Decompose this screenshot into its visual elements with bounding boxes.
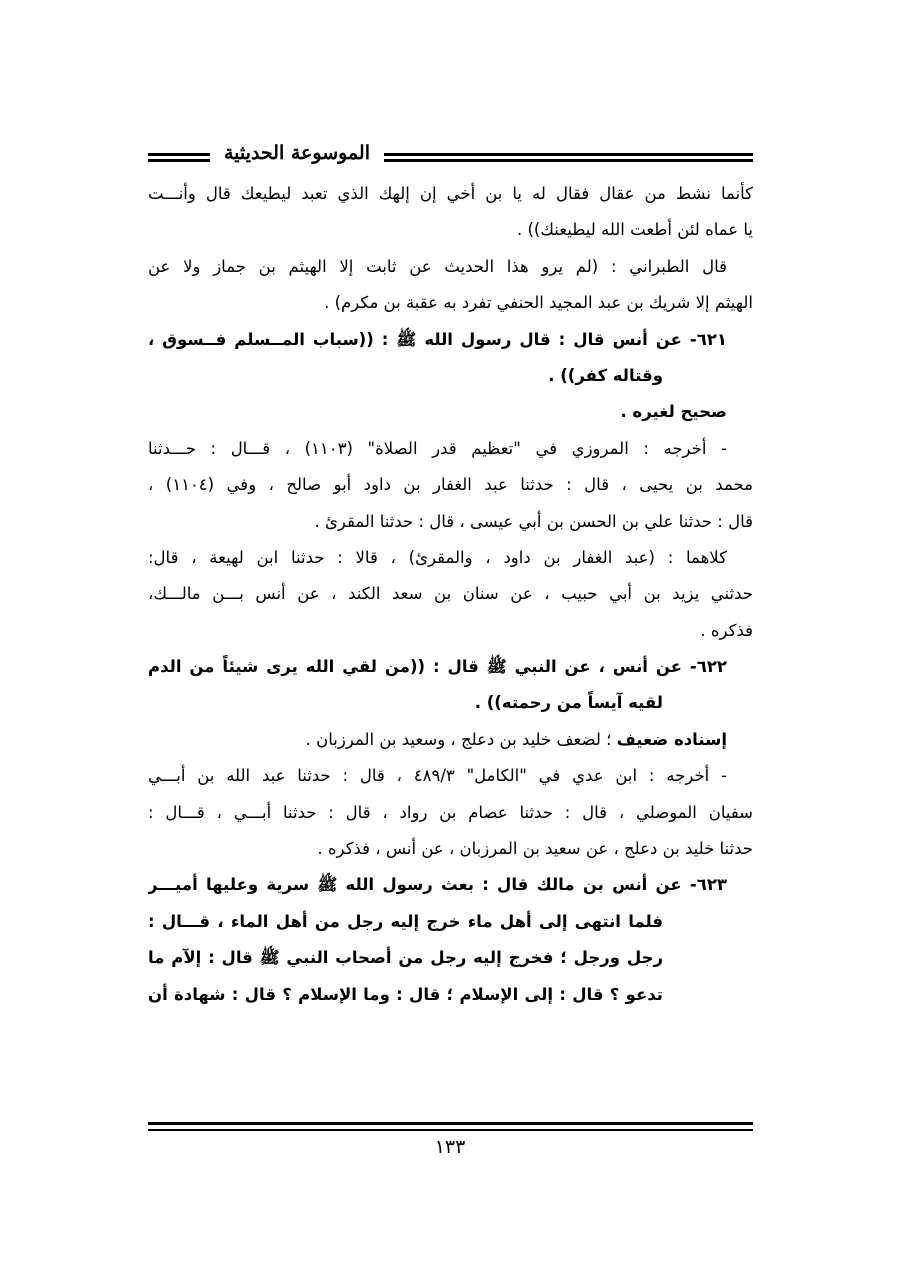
hadith-623-line: تدعو ؟ قال : إلى الإسلام ؛ قال : وما الإسلام ؟ قال : شهادة أن <box>148 984 663 1004</box>
text-line: فذكره . <box>700 620 753 640</box>
hadith-621-line: ٦٢١- عن أنس قال : قال رسول الله ﷺ : ((سباب المــسلم فــسوق ، <box>148 329 727 349</box>
text-line: الهيثم إلا شريك بن عبد المجيد الحنفي تفرد به عقبة بن مكرم) . <box>324 293 753 313</box>
grading-line: صحيح لغيره . <box>620 402 727 422</box>
text-line: محمد بن يحيى ، قال : حدثنا عبد الغفار بن داود أبو صالح ، وفي (١١٠٤) ، <box>148 475 753 495</box>
hadith-622-line: ٦٢٢- عن أنس ، عن النبي ﷺ قال : ((من لقي الله يرى شيئاً من الدم <box>148 657 727 677</box>
grading-label: إسناده ضعيف <box>616 729 727 749</box>
grading-line <box>148 722 753 758</box>
header-rule-right <box>384 153 753 162</box>
footer-rule-bottom <box>148 1129 753 1131</box>
text-line: كلاهما : (عبد الغفار بن داود ، والمقرئ) ، قالا : حدثنا ابن لهيعة ، قال: <box>148 547 727 567</box>
text-line: - أخرجه : ابن عدي في "الكامل" ٤٨٩/٣ ، قال : حدثنا عبد الله بن أبـــي <box>148 766 727 786</box>
footer-rule-top <box>148 1122 753 1125</box>
text-line: حدثنا خليد بن دعلج ، عن سعيد بن المرزبان ، عن أنس ، فذكره . <box>317 839 753 859</box>
text-line: حدثني يزيد بن أبي حبيب ، عن سنان بن سعد الكند ، عن أنس بـــن مالـــك، <box>148 584 753 604</box>
page-number: ١٣٣ <box>434 1136 466 1158</box>
running-header <box>148 142 753 168</box>
grading-reason: ؛ لضعف خليد بن دعلج ، وسعيد بن المرزبان . <box>305 729 617 749</box>
text-line: قال : حدثنا علي بن الحسن بن أبي عيسى ، قال : حدثنا المقرئ . <box>314 511 753 531</box>
hadith-621-line: وقتاله كفر)) . <box>548 365 663 385</box>
text-line: كأنما نشط من عقال فقال له يا بن أخي إن إلهك الذي تعبد ليطيعك قال وأنـــت <box>148 184 753 203</box>
page-body <box>148 176 753 1013</box>
text-line: سفيان الموصلي ، قال : حدثنا عصام بن رواد ، قال : حدثنا أبـــي ، قـــال : <box>148 802 753 822</box>
text-line: يا عماه لئن أطعت الله ليطيعنك)) . <box>517 220 753 240</box>
hadith-622-line: لقيه آيساً من رحمته)) . <box>474 693 663 713</box>
header-rule-left <box>148 153 210 162</box>
hadith-623-line: رجل ورجل ؛ فخرج إليه رجل من أصحاب النبي ﷺ قال : إلآم ما <box>148 948 663 968</box>
hadith-623-line: ٦٢٣- عن أنس بن مالك قال : بعث رسول الله ﷺ سرية وعليها أميـــر <box>148 875 727 895</box>
hadith-623-line: فلما انتهى إلى أهل ماء خرج إليه رجل من أهل الماء ، قـــال : <box>148 911 663 931</box>
book-title: الموسوعة الحديثية <box>224 142 370 164</box>
text-line: قال الطبراني : (لم يرو هذا الحديث عن ثابت إلا الهيثم بن جماز ولا عن <box>148 256 727 276</box>
footer-rule <box>148 1122 753 1136</box>
text-line: - أخرجه : المروزي في "تعظيم قدر الصلاة" (١١٠٣) ، قـــال : حـــدثنا <box>148 438 727 458</box>
